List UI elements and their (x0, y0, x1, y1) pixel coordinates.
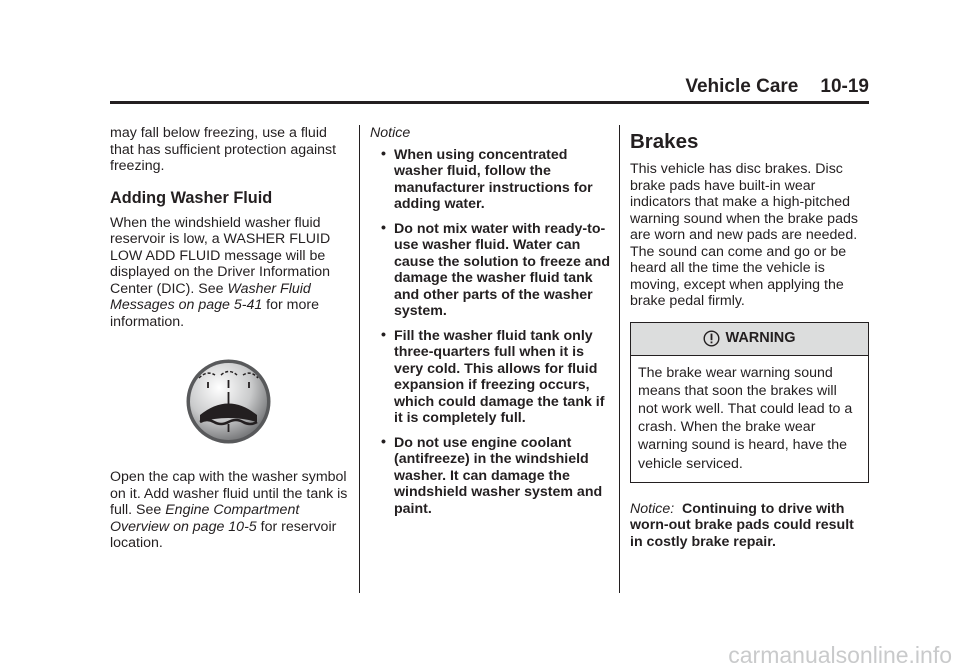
text-run: Open the cap with the washer symbol on it. Add washer fluid until the tank is full. See (110, 469, 348, 518)
page-header (110, 76, 869, 98)
text-run: When the windshield washer fluid reservoir is low, a WASHER FLUID LOW ADD FLUID message will be displayed on the Driver Information Center (DIC). See (110, 214, 331, 297)
paragraph-disc-brakes: This vehicle has disc brakes. Disc brake pads have built-in wear indicators that make a high-pitched warning sound when the brake pads are worn and new pads are needed. The sound can come and go or be heard all the time the vehicle is moving, except when applying the brake pedal firmly. (630, 161, 858, 309)
page-number: 10-19 (820, 76, 869, 97)
paragraph-freezing: may fall below freezing, use a fluid that has sufficient protection against freezing. (110, 125, 337, 174)
cross-reference-engine-compartment[interactable]: Engine Compartment Overview on page 10-5 (110, 502, 300, 535)
heading-adding-washer-fluid: Adding Washer Fluid (110, 188, 273, 207)
warning-title: WARNING (725, 330, 796, 347)
notice-list (370, 147, 610, 518)
section-title: Vehicle Care (685, 76, 799, 97)
list-item-text: Fill the washer fluid tank only three-quarters full when it is very cold. This allows for fluid expansion if freezing occurs, which could damage the tank if it is completely full. (394, 327, 605, 426)
notice-label: Notice: (630, 500, 675, 517)
column-3 (630, 125, 870, 550)
bullet-icon: • (381, 145, 386, 162)
notice-label: Notice (370, 125, 411, 141)
column-2 (370, 125, 610, 525)
bullet-icon: • (381, 219, 386, 236)
column-divider-1 (359, 125, 360, 593)
heading-brakes: Brakes (630, 130, 699, 153)
washer-fluid-symbol-icon (185, 358, 272, 445)
bullet-icon: • (381, 433, 386, 450)
warning-box (630, 322, 869, 483)
paragraph-open-cap (110, 469, 350, 552)
list-item-text: Do not mix water with ready-to-use washer fluid. Water can cause the solution to freeze and damage the washer fluid tank and other parts of the washer system. (394, 220, 611, 319)
bullet-icon: • (381, 326, 386, 343)
warning-symbol-icon (703, 330, 720, 347)
column-1 (110, 125, 350, 552)
notice-text: Continuing to drive with worn-out brake pads could result in costly brake repair. (630, 500, 854, 550)
warning-header (631, 323, 868, 356)
list-item-text: When using concentrated washer fluid, follow the manufacturer instructions for adding water. (394, 146, 593, 212)
list-item (370, 221, 610, 320)
header-rule (110, 101, 869, 104)
list-item (370, 147, 610, 213)
list-item (370, 328, 610, 427)
warning-text: The brake wear warning sound means that soon the brakes will not work well. That could lead to a crash. When the brake wear warning sound is heard, have the vehicle serviced. (638, 364, 853, 472)
paragraph-low-fluid (110, 215, 350, 331)
text-run: for more information. (110, 297, 319, 330)
text-run: for reservoir location. (110, 518, 337, 551)
column-divider-2 (619, 125, 620, 593)
list-item (370, 435, 610, 518)
cross-reference-dic[interactable]: Washer Fluid Messages on page 5-41 (110, 280, 311, 313)
list-item-text: Do not use engine coolant (antifreeze) in the windshield washer. It can damage the windshield washer system and paint. (394, 434, 603, 517)
watermark: carmanualsonline.info (728, 642, 952, 668)
notice-paragraph (630, 501, 870, 551)
